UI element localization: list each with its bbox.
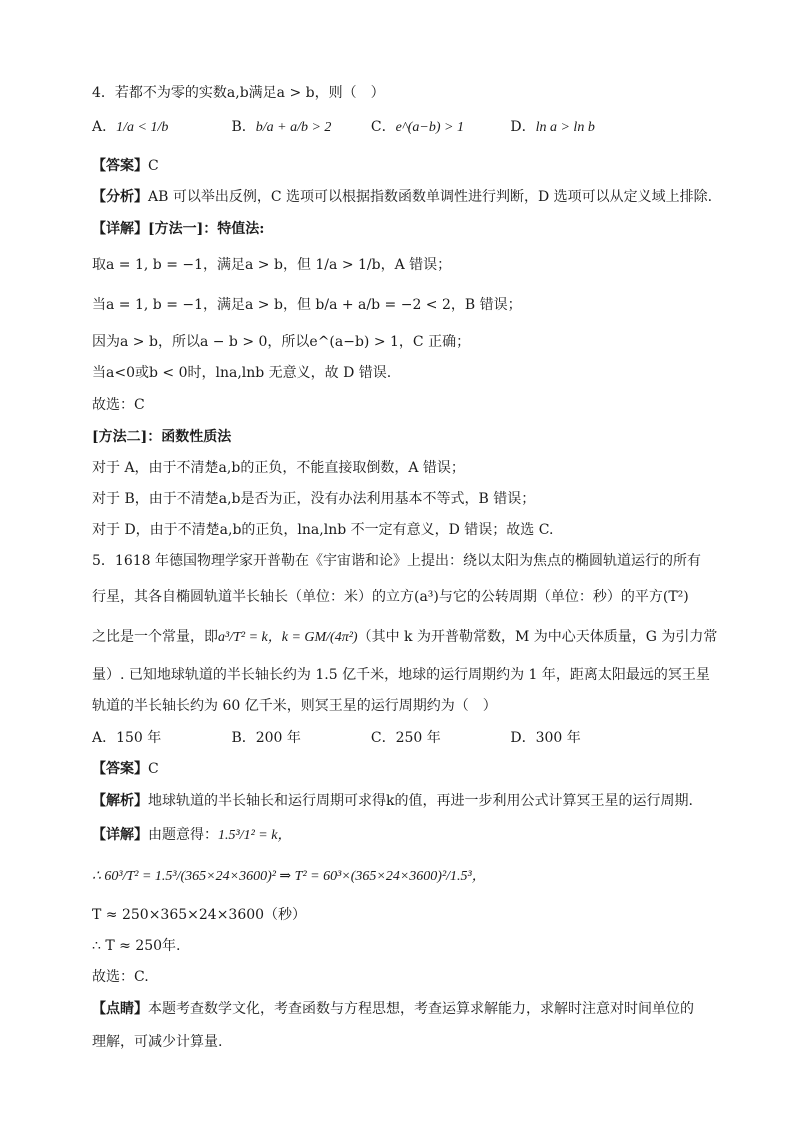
kepler-formula: a³/T² = k，k = GM/(4π²) [218, 630, 358, 645]
q4-line-4: 当a<0或b < 0时，lna,lnb 无意义，故 D 错误. [92, 365, 392, 381]
q4-line-1: 取a = 1, b = −1，满足a > b，但 1/a > 1/b，A 错误； [92, 257, 452, 273]
q5-option-b: B．200 年 [231, 730, 301, 746]
q5-detail-line-0: 【详解】由题意得：1.5³/1² = k， [92, 827, 292, 843]
q5-stem-line-4: 量）. 已知地球轨道的半长轴长约为 1.5 亿千米，地球的运行周期约为 1 年，距离太阳最远的冥王星 [92, 667, 710, 683]
q4-line-2: 当a = 1, b = −1，满足a > b，但 b/a + a/b = −2 < 2，B 错误； [92, 297, 522, 313]
q5-comment-line-1: 【点睛】本题考查数学文化，考查函数与方程思想，考查运算求解能力，求解时注意对时间单位的 [92, 1001, 694, 1017]
q4-option-a: A．1/a < 1/b [92, 119, 169, 135]
q5-answer: 【答案】C [92, 761, 159, 777]
q4-line-3: 因为a > b，所以a − b > 0，所以e^(a−b) > 1，C 正确； [92, 334, 471, 350]
q4-method2-line-1: 对于 A，由于不清楚a,b的正负，不能直接取倒数，A 错误； [92, 460, 465, 476]
q4-option-c: C．e^(a−b) > 1 [370, 119, 464, 135]
q4-options [92, 118, 645, 137]
q5-detail-line-3: ∴ T ≈ 250年. [92, 938, 181, 954]
q4-stem: 4．若都不为零的实数a,b满足a > b，则（ ） [92, 85, 385, 101]
q4-method2-line-3: 对于 D，由于不清楚a,b的正负，lna,lnb 不一定有意义，D 错误；故选 C. [92, 522, 554, 538]
q5-option-d: D．300 年 [510, 730, 581, 746]
q4-option-b: B．b/a + a/b > 2 [231, 119, 332, 135]
q5-option-c: C．250 年 [370, 730, 441, 746]
q5-options [92, 729, 645, 747]
q4-option-d: D．ln a > ln b [510, 119, 595, 135]
q4-line-5: 故选：C [92, 397, 145, 413]
q5-option-a: A．150 年 [92, 730, 162, 746]
q4-analysis: 【分析】AB 可以举出反例，C 选项可以根据指数函数单调性进行判断，D 选项可以从定义域上排除. [92, 189, 713, 205]
q4-method2-line-2: 对于 B，由于不清楚a,b是否为正，没有办法利用基本不等式，B 错误； [92, 491, 536, 507]
q5-analysis: 【解析】地球轨道的半长轴长和运行周期可求得k的值，再进一步利用公式计算冥王星的运行周期. [92, 793, 693, 809]
q5-detail-line-2: T ≈ 250×365×24×3600（秒） [92, 907, 307, 923]
q5-stem-line-2: 行星，其各自椭圆轨道半长轴长（单位：米）的立方(a³)与它的公转周期（单位：秒）的平方(T²) [92, 589, 689, 605]
q5-detail-line-4: 故选：C. [92, 969, 149, 985]
q5-comment-line-2: 理解，可减少计算量. [92, 1034, 223, 1050]
q5-stem-line-1: 5．1618 年德国物理学家开普勒在《宇宙谐和论》上提出：绕以太阳为焦点的椭圆轨道运行的所有 [92, 553, 701, 569]
q4-method-2-heading: [方法二]：函数性质法 [92, 429, 232, 445]
q4-answer: 【答案】C [92, 158, 159, 174]
q4-detail-heading: 【详解】[方法一]：特值法: [92, 221, 265, 237]
q5-detail-line-1: ∴ 60³/T² = 1.5³/(365×24×3600)² ⇒ T² = 60³×(365×24×3600)²/1.5³， [92, 869, 486, 884]
q5-stem-line-5: 轨道的半长轴长约为 60 亿千米，则冥王星的运行周期约为（ ） [92, 698, 497, 714]
q5-stem-line-3: 之比是一个常量，即a³/T² = k，k = GM/(4π²)（其中 k 为开普勒常数，M 为中心天体质量，G 为引力常 [92, 629, 718, 645]
